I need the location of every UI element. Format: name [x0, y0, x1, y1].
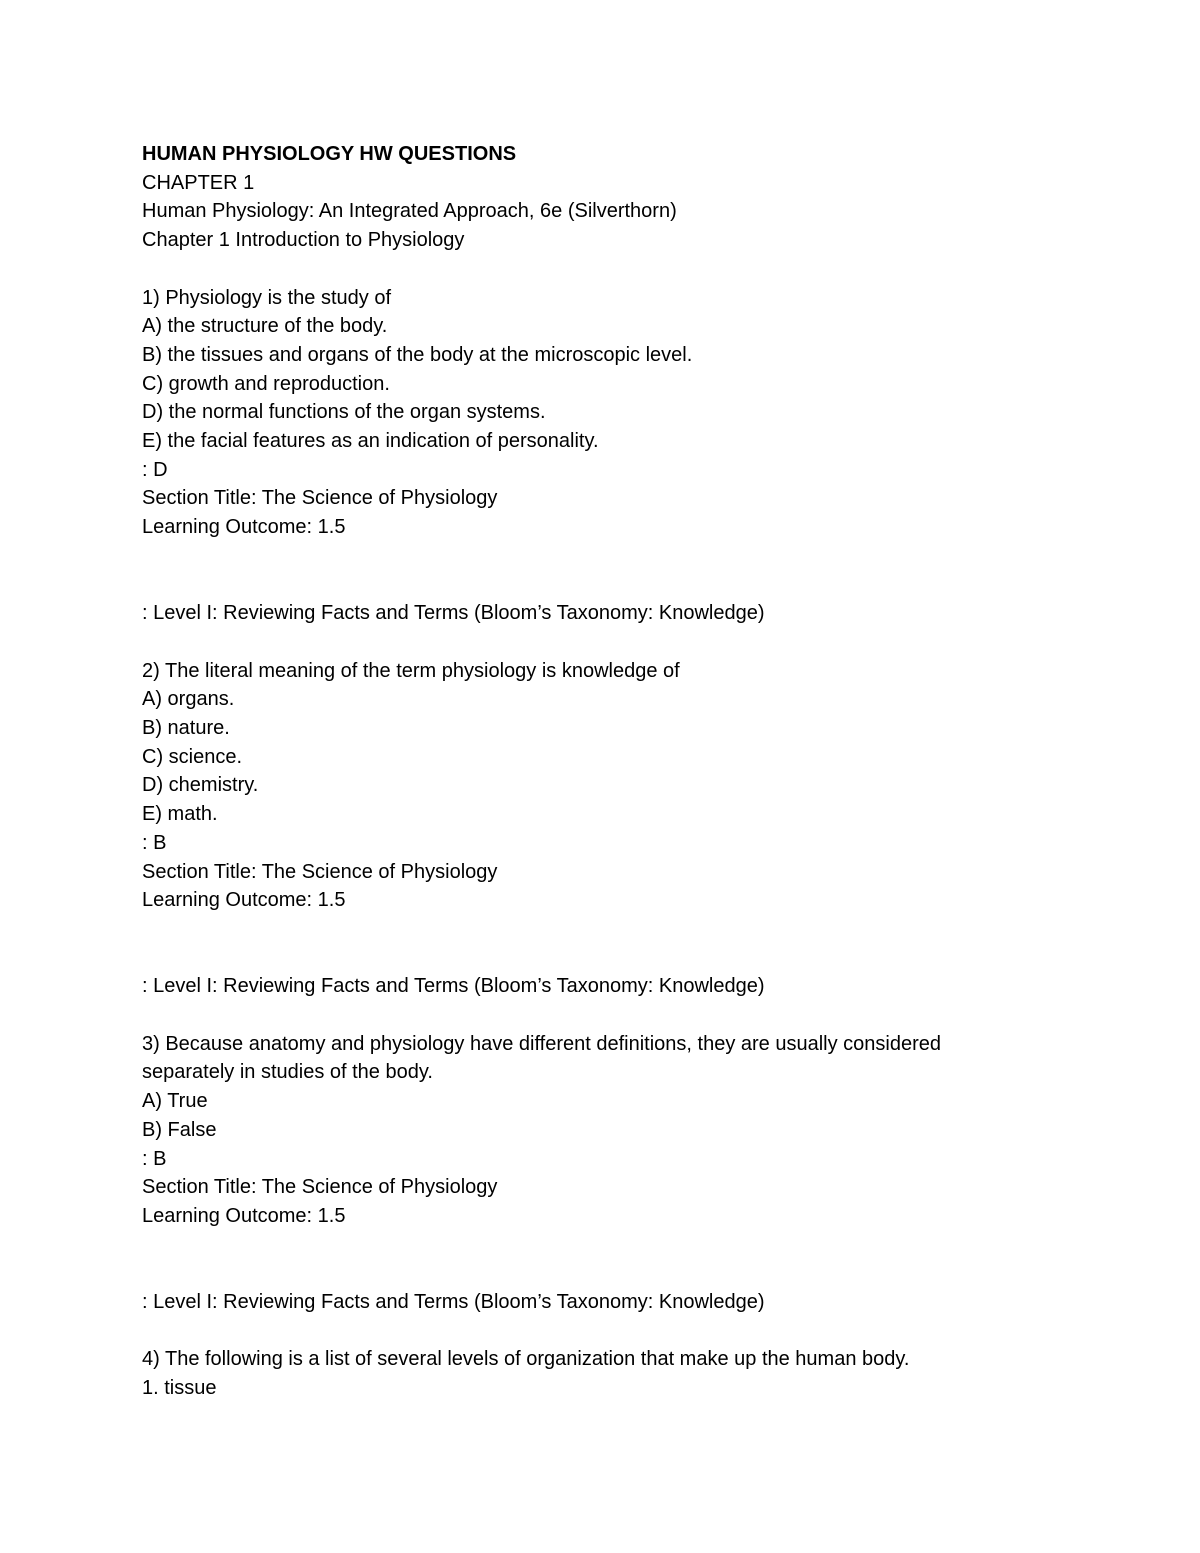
question-option: D) the normal functions of the organ systems.: [142, 401, 546, 424]
spacer: [142, 915, 1042, 972]
question-option: B) nature.: [142, 717, 230, 740]
question-prompt: 2) The literal meaning of the term physiology is knowledge of: [142, 659, 680, 682]
spacer: [142, 542, 1042, 599]
question-option: E) math.: [142, 803, 218, 826]
question-section: Section Title: The Science of Physiology: [142, 860, 498, 883]
question-2: [142, 657, 1042, 1030]
question-answer: : B: [142, 1147, 167, 1170]
document-title: HUMAN PHYSIOLOGY HW QUESTIONS: [142, 143, 517, 165]
spacer: [142, 1001, 1042, 1030]
question-section: Section Title: The Science of Physiology: [142, 1176, 498, 1199]
question-option: A) the structure of the body.: [142, 315, 388, 338]
question-level: : Level I: Reviewing Facts and Terms (Bloom’s Taxonomy: Knowledge): [142, 1291, 765, 1314]
question-option: C) growth and reproduction.: [142, 372, 390, 395]
question-outcome: Learning Outcome: 1.5: [142, 889, 346, 912]
question-option: B) the tissues and organs of the body at the microscopic level.: [142, 343, 693, 366]
question-4: [142, 1345, 1042, 1402]
question-answer: : D: [142, 458, 168, 481]
question-prompt: 3) Because anatomy and physiology have different definitions, they are usually considered: [142, 1032, 942, 1055]
question-level: : Level I: Reviewing Facts and Terms (Bloom’s Taxonomy: Knowledge): [142, 602, 765, 625]
question-level: : Level I: Reviewing Facts and Terms (Bloom’s Taxonomy: Knowledge): [142, 975, 765, 998]
question-option: A) organs.: [142, 688, 235, 711]
question-option: E) the facial features as an indication of personality.: [142, 430, 599, 453]
chapter-label: CHAPTER 1: [142, 171, 255, 194]
question-prompt-continued: separately in studies of the body.: [142, 1061, 433, 1084]
spacer: [142, 255, 1042, 284]
question-3: [142, 1030, 1042, 1346]
question-outcome: Learning Outcome: 1.5: [142, 516, 346, 539]
question-section: Section Title: The Science of Physiology: [142, 487, 498, 510]
document-page: [142, 140, 1042, 1403]
question-list-item: 1. tissue: [142, 1377, 217, 1400]
spacer: [142, 1231, 1042, 1288]
question-answer: : B: [142, 831, 167, 854]
question-option: D) chemistry.: [142, 774, 259, 797]
question-1: [142, 284, 1042, 657]
question-prompt: 1) Physiology is the study of: [142, 286, 392, 309]
chapter-title: Chapter 1 Introduction to Physiology: [142, 229, 465, 252]
question-prompt: 4) The following is a list of several levels of organization that make up the human body.: [142, 1348, 910, 1371]
spacer: [142, 628, 1042, 657]
book-title: Human Physiology: An Integrated Approach, 6e (Silverthorn): [142, 200, 677, 223]
question-outcome: Learning Outcome: 1.5: [142, 1204, 346, 1227]
question-option: C) science.: [142, 745, 243, 768]
spacer: [142, 1317, 1042, 1346]
question-option: B) False: [142, 1118, 217, 1141]
question-option: A) True: [142, 1090, 208, 1113]
